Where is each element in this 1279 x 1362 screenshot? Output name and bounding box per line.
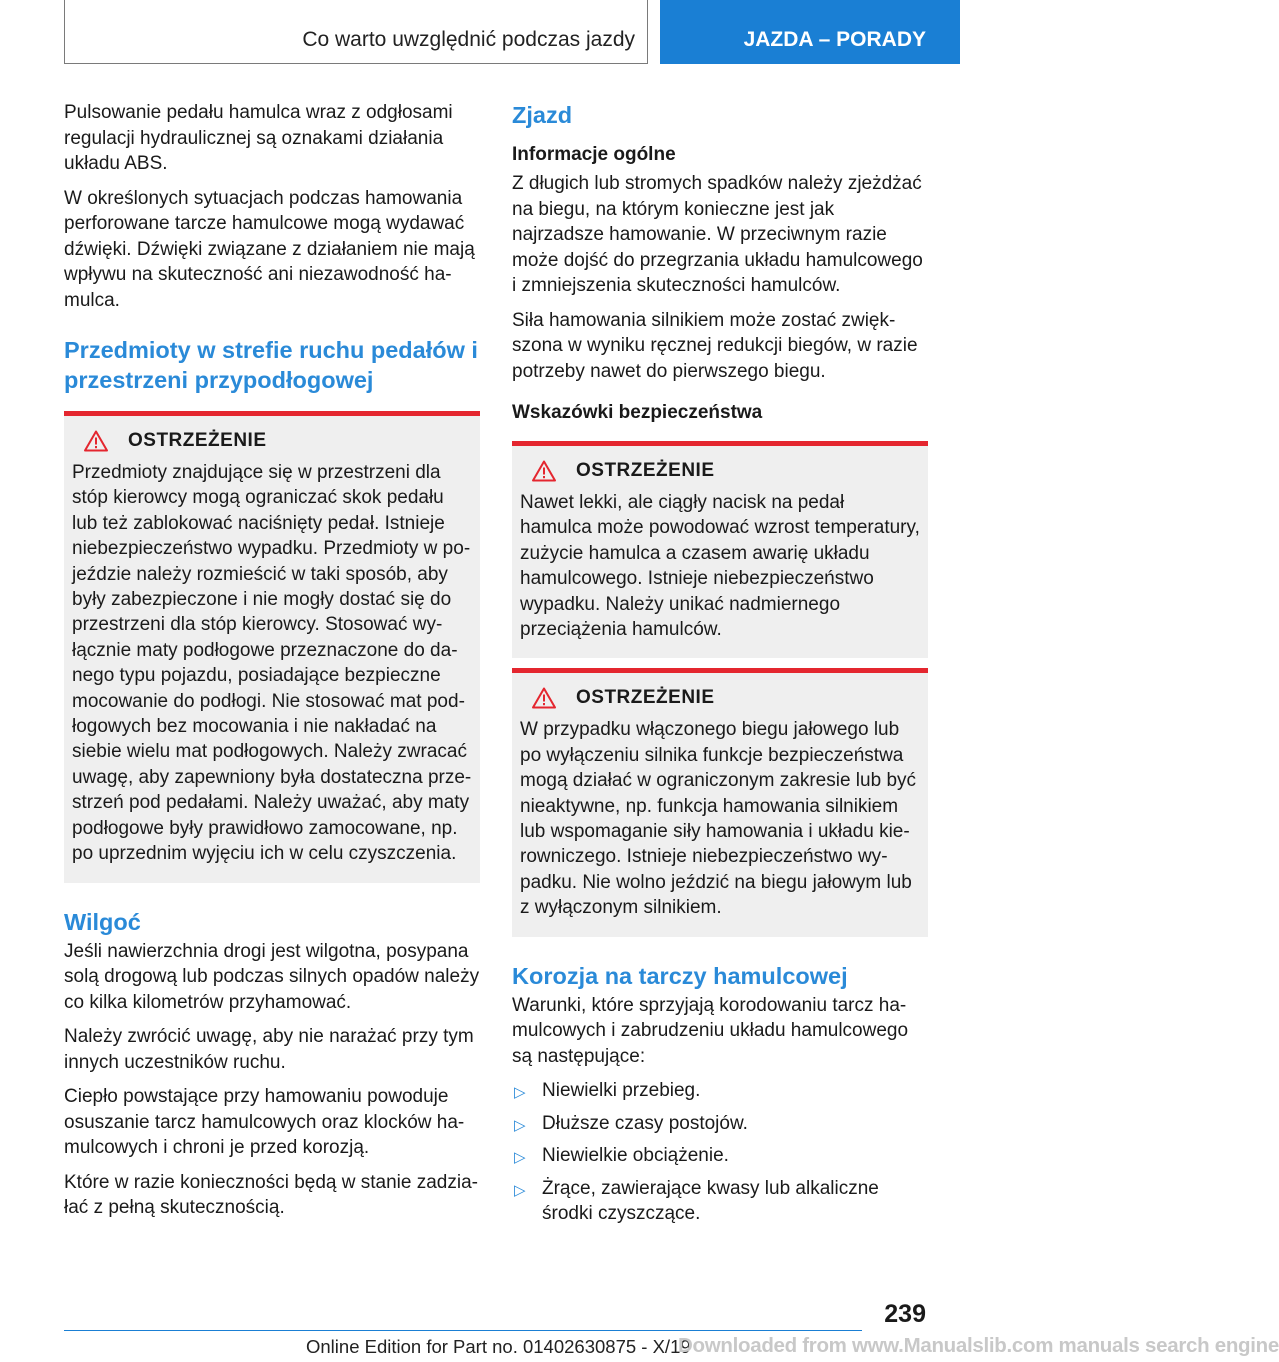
warning-title: OSTRZEŻENIE — [128, 430, 267, 451]
header-chapter-title: JAZDA – PORADY — [743, 28, 926, 51]
paragraph: W określonych sytuacjach podczas hamowania perforowane tarcze hamulcowe mogą wydawać dźwięki. Dźwięki związane z działaniem nie mają wpływu na skuteczność ani niezawodność hamulca. — [64, 187, 475, 311]
warning-triangle-icon — [532, 687, 556, 709]
list-item: ▷ Żrące, zawierające kwasy lub alkaliczne środki czyszczące. — [514, 1177, 879, 1225]
triangle-bullet-icon: ▷ — [514, 1084, 526, 1102]
warning-triangle-icon — [84, 430, 108, 452]
warning-box — [512, 668, 928, 936]
subheading: Informacje ogólne — [512, 144, 676, 165]
paragraph: Warunki, które sprzyjają korodowaniu tarcz hamulcowych i zabrudzeniu układu hamulcowego są następujące: — [512, 994, 909, 1067]
triangle-bullet-icon: ▷ — [514, 1116, 526, 1134]
right-column — [512, 100, 928, 1234]
page-number: 239 — [884, 1300, 926, 1328]
triangle-bullet-icon: ▷ — [514, 1149, 526, 1167]
list-item: ▷ Dłuższe czasy postojów. — [512, 1111, 928, 1137]
footer-watermark: Downloaded from www.Manualslib.com manuals search engine — [678, 1334, 1279, 1357]
paragraph: Które w razie konieczności będą w stanie zadziałać z pełną skutecznością. — [64, 1171, 478, 1218]
list-item: ▷ Niewielkie obciążenie. — [512, 1143, 928, 1169]
paragraph: Ciepło powstające przy hamowaniu powoduje osuszanie tarcz hamulcowych oraz klocków hamulcowych i chroni je przed korozją. — [64, 1086, 465, 1158]
section-heading: Wilgoć — [64, 908, 141, 935]
section-heading: Korozja na tarczy hamulcowej — [512, 962, 848, 989]
warning-text: W przypadku włączonego biegu jałowego lub po wyłączeniu silnika funkcje bezpieczeństwa mogą działać w ograniczonym zakresie lub być nieaktywne, np. funkcja hamowania silnikiem lub wspomaganie siły hamowania i układu kierowniczego. Istnieje niebezpieczeństwo wypadku. Nie wolno jeździć na biegu jałowym lub z wyłączonym silnikiem. — [520, 719, 917, 919]
paragraph: Z długich lub stromych spadków należy zjeżdżać na biegu, na którym konieczne jest jak najrzadsze hamowanie. W przeciwnym razie może dojść do przegrzania układu hamulcowego i zmniejszenia skuteczności hamulców. — [512, 173, 923, 296]
section-heading: Zjazd — [512, 102, 573, 128]
warning-box — [512, 441, 928, 658]
bullet-list — [512, 1078, 928, 1227]
warning-text: Nawet lekki, ale ciągły nacisk na pedał hamulca może powodować wzrost temperatury, zużycie hamulca a czasem awarię układu hamulcowego. Istnieje niebezpieczeństwo wypadku. Należy unikać nadmiernego przeciążenia hamulców. — [520, 492, 920, 641]
warning-triangle-icon — [532, 460, 556, 482]
paragraph: Pulsowanie pedału hamulca wraz z odgłosami regulacji hydraulicznej są oznakami działania układu ABS. — [64, 102, 453, 174]
header-section — [64, 0, 648, 64]
subheading: Wskazówki bezpieczeństwa — [512, 402, 763, 423]
warning-title: OSTRZEŻENIE — [576, 460, 715, 481]
triangle-bullet-icon: ▷ — [514, 1181, 526, 1199]
paragraph: Siła hamowania silnikiem może zostać zwiększona w wyniku ręcznej redukcji biegów, w razie potrzeby nawet do pierwszego biegu. — [512, 309, 918, 382]
section-heading: Przedmioty w strefie ruchu pedałów i przestrzeni przypodłogowej — [64, 337, 478, 393]
header-chapter — [660, 0, 960, 64]
paragraph: Należy zwrócić uwagę, aby nie narażać przy tym innych uczestników ruchu. — [64, 1026, 474, 1073]
list-item: ▷ Niewielki przebieg. — [512, 1078, 928, 1104]
left-column — [64, 100, 480, 1230]
paragraph: Jeśli nawierzchnia drogi jest wilgotna, posypana solą drogową lub podczas silnych opadów należy co kilka kilometrów przyhamować. — [64, 940, 480, 1013]
warning-text: Przedmioty znajdujące się w przestrzeni dla stóp kierowcy mogą ograniczać skok pedału lub też zablokować naciśnięty pedał. Istnieje niebezpieczeństwo wypadku. Przedmioty w pojeździe należy rozmieścić w taki sposób, aby były zabezpieczone i nie mogły dostać się do przestrzeni dla stóp kierowcy. Stosować wyłącznie maty podłogowe przeznaczone do danego typu pojazdu, posiadające bezpieczne mocowanie do podłogi. Nie stosować mat podłogowych bez mocowania i nie nakładać na siebie wielu mat podłogowych. Należy zwracać uwagę, aby zapewniony była dostateczna przestrzeń pod pedałami. Należy uważać, aby maty podłogowe były prawidłowo zamocowane, np. po uprzednim wyjęciu ich w celu czyszczenia. — [72, 462, 472, 865]
warning-title: OSTRZEŻENIE — [576, 687, 715, 709]
warning-box — [64, 411, 480, 883]
footer-divider — [64, 1330, 862, 1331]
header-section-title: Co warto uwzględnić podczas jazdy — [302, 28, 635, 51]
footer-edition: Online Edition for Part no. 01402630875 - X/19 — [306, 1336, 691, 1357]
